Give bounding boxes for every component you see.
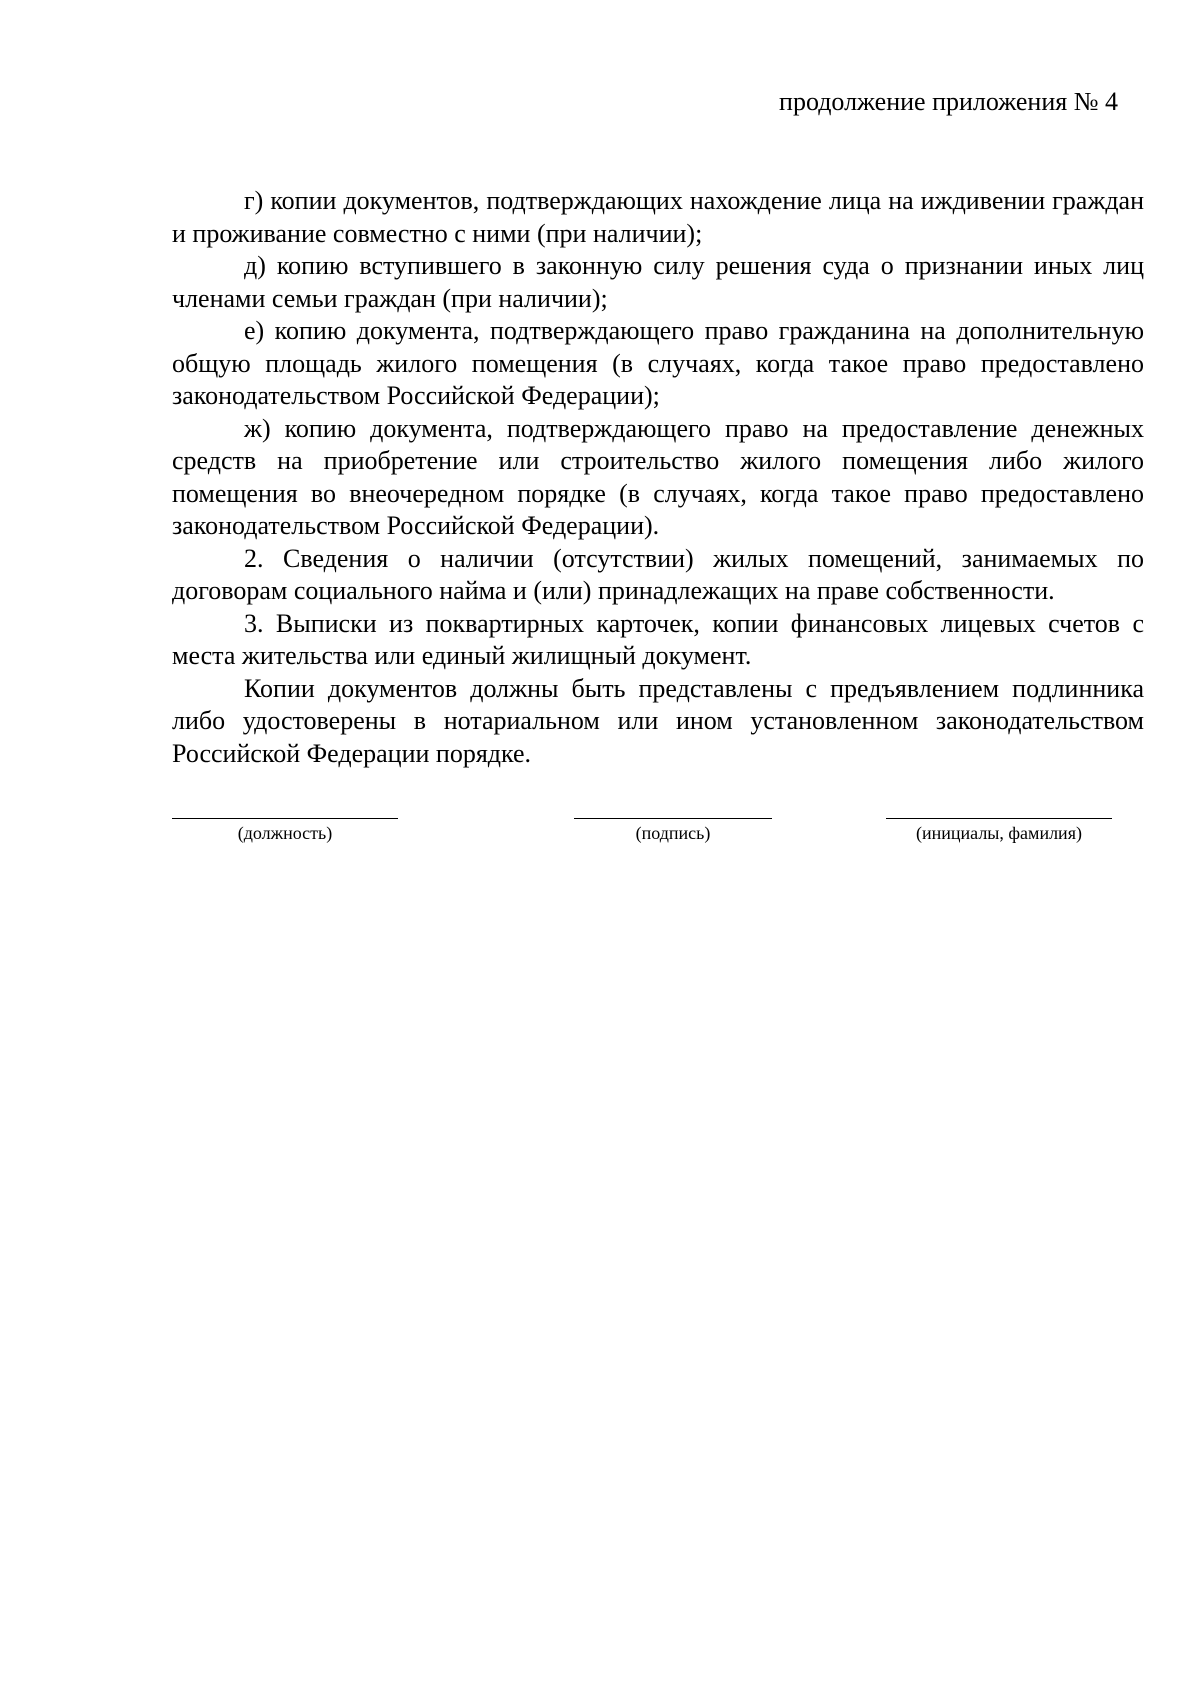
signature-field xyxy=(574,818,772,844)
paragraph-zh: ж) копию документа, подтверждающего право на предоставление денежных средств на приобретение или строительство жилого помещения либо жилого помещения во внеочередном порядке (в случаях, когда такое право предоставлено законодательством Российской Федерации). xyxy=(172,413,1144,540)
appendix-continuation-header: продолжение приложения № 4 xyxy=(779,87,1118,116)
paragraph-copies: Копии документов должны быть представлены с предъявлением подлинника либо удостоверены в нотариальном или ином установленном законодательством Российской Федерации порядке. xyxy=(172,673,1144,768)
signature-block xyxy=(172,818,1120,878)
name-line xyxy=(886,818,1112,819)
position-line xyxy=(172,818,398,819)
signature-caption: (подпись) xyxy=(635,823,711,843)
paragraph-3: 3. Выписки из поквартирных карточек, копии финансовых лицевых счетов с места жительства или единый жилищный документ. xyxy=(172,608,1144,670)
position-caption: (должность) xyxy=(237,823,333,843)
position-signature-field xyxy=(172,818,398,844)
name-signature-field xyxy=(886,818,1112,844)
paragraph-e: е) копию документа, подтверждающего право гражданина на дополнительную общую площадь жилого помещения (в случаях, когда такое право предоставлено законодательством Российской Федерации); xyxy=(172,316,1144,410)
paragraph-2: 2. Сведения о наличии (отсутствии) жилых помещений, занимаемых по договорам социального найма и (или) принадлежащих на праве собственности. xyxy=(172,543,1144,605)
paragraph-g: г) копии документов, подтверждающих нахождение лица на иждивении граждан и проживание совместно с ними (при наличии); xyxy=(172,186,1144,248)
signature-line xyxy=(574,818,772,819)
name-caption: (инициалы, фамилия) xyxy=(916,823,1082,843)
document-body xyxy=(172,185,1144,770)
paragraph-d: д) копию вступившего в законную силу решения суда о признании иных лиц членами семьи граждан (при наличии); xyxy=(172,251,1144,313)
